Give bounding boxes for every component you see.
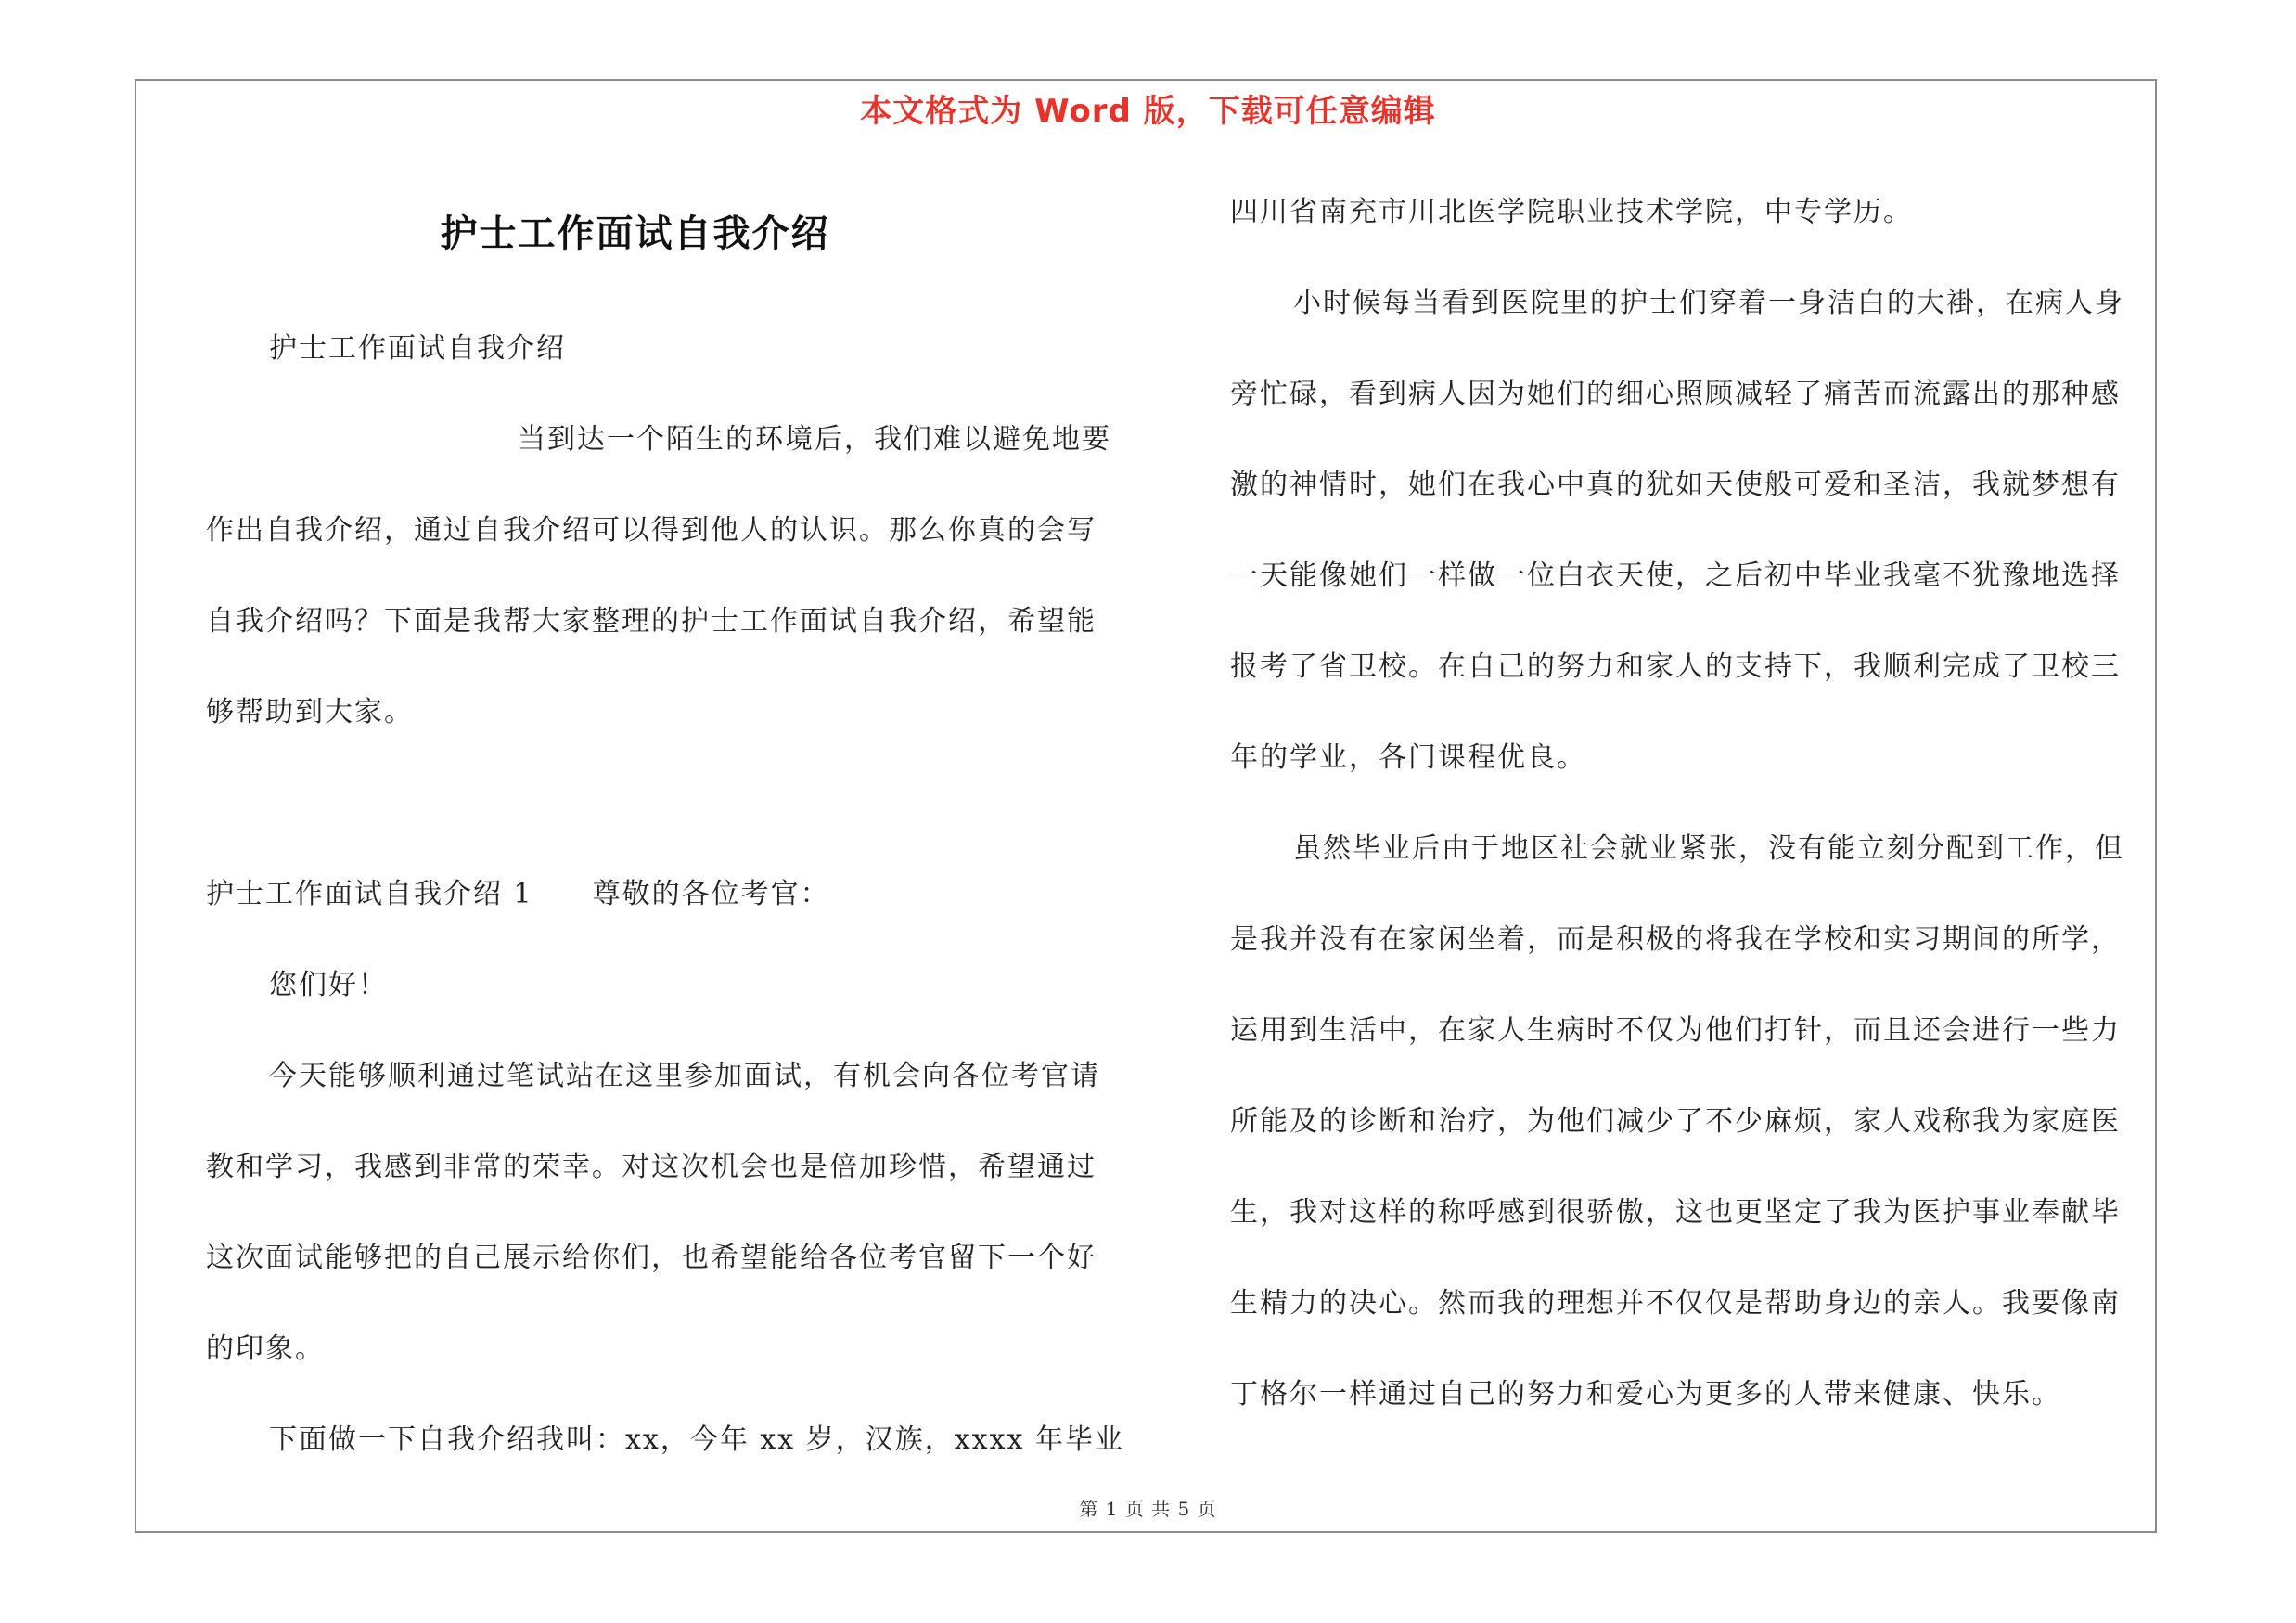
- page-footer: 第 1 页 共 5 页: [1079, 1498, 1217, 1520]
- format-banner: 本文格式为 Word 版，下载可任意编辑: [860, 93, 1436, 130]
- paragraph-line: 够帮助到大家。: [206, 696, 414, 728]
- paragraph-line: 四川省南充市川北医学院职业技术学院，中专学历。: [1230, 196, 1913, 228]
- paragraph-line: 虽然毕业后由于地区社会就业紧张，没有能立刻分配到工作，但: [1293, 832, 2124, 865]
- paragraph-line: 自我介绍吗？下面是我帮大家整理的护士工作面试自我介绍，希望能: [206, 605, 1097, 638]
- paragraph-line: 报考了省卫校。在自己的努力和家人的支持下，我顺利完成了卫校三: [1230, 650, 2121, 683]
- paragraph-line: 今天能够顺利通过笔试站在这里参加面试，有机会向各位考官请: [269, 1060, 1100, 1092]
- paragraph-line: 教和学习，我感到非常的荣幸。对这次机会也是倍加珍惜，希望通过: [206, 1151, 1097, 1183]
- paragraph-line: 您们好！: [269, 969, 388, 1001]
- paragraph-line: 小时候每当看到医院里的护士们穿着一身洁白的大褂，在病人身: [1293, 287, 2124, 319]
- paragraph-line: 所能及的诊断和治疗，为他们减少了不少麻烦，家人戏称我为家庭医: [1230, 1105, 2121, 1138]
- paragraph-line: 丁格尔一样通过自己的努力和爱心为更多的人带来健康、快乐。: [1230, 1378, 2061, 1410]
- document-title: 护士工作面试自我介绍: [440, 213, 830, 255]
- paragraph-line: 生精力的决心。然而我的理想并不仅仅是帮助身边的亲人。我要像南: [1230, 1287, 2121, 1320]
- paragraph-line: 生，我对这样的称呼感到很骄傲，这也更坚定了我为医护事业奉献毕: [1230, 1196, 2121, 1229]
- paragraph-line: 这次面试能够把的自己展示给你们，也希望能给各位考官留下一个好: [206, 1242, 1097, 1274]
- paragraph-line: 护士工作面试自我介绍: [269, 332, 566, 365]
- section-heading: 护士工作面试自我介绍 1 尊敬的各位考官：: [206, 878, 830, 910]
- paragraph-line: 的印象。: [206, 1333, 325, 1365]
- paragraph-line: 一天能像她们一样做一位白衣天使，之后初中毕业我毫不犹豫地选择: [1230, 560, 2121, 592]
- paragraph-line: 下面做一下自我介绍我叫：xx，今年 xx 岁，汉族，xxxx 年毕业: [269, 1423, 1124, 1456]
- paragraph-line: 旁忙碌，看到病人因为她们的细心照顾减轻了痛苦而流露出的那种感: [1230, 378, 2121, 410]
- paragraph-line: 激的神情时，她们在我心中真的犹如天使般可爱和圣洁，我就梦想有: [1230, 469, 2121, 501]
- paragraph-line: 作出自我介绍，通过自我介绍可以得到他人的认识。那么你真的会写: [206, 514, 1097, 547]
- paragraph-line: 运用到生活中，在家人生病时不仅为他们打针，而且还会进行一些力: [1230, 1014, 2121, 1047]
- paragraph-line: 是我并没有在家闲坐着，而是积极的将我在学校和实习期间的所学，: [1230, 923, 2121, 956]
- paragraph-line: 当到达一个陌生的环境后，我们难以避免地要: [518, 423, 1111, 456]
- paragraph-line: 年的学业，各门课程优良。: [1230, 741, 1586, 774]
